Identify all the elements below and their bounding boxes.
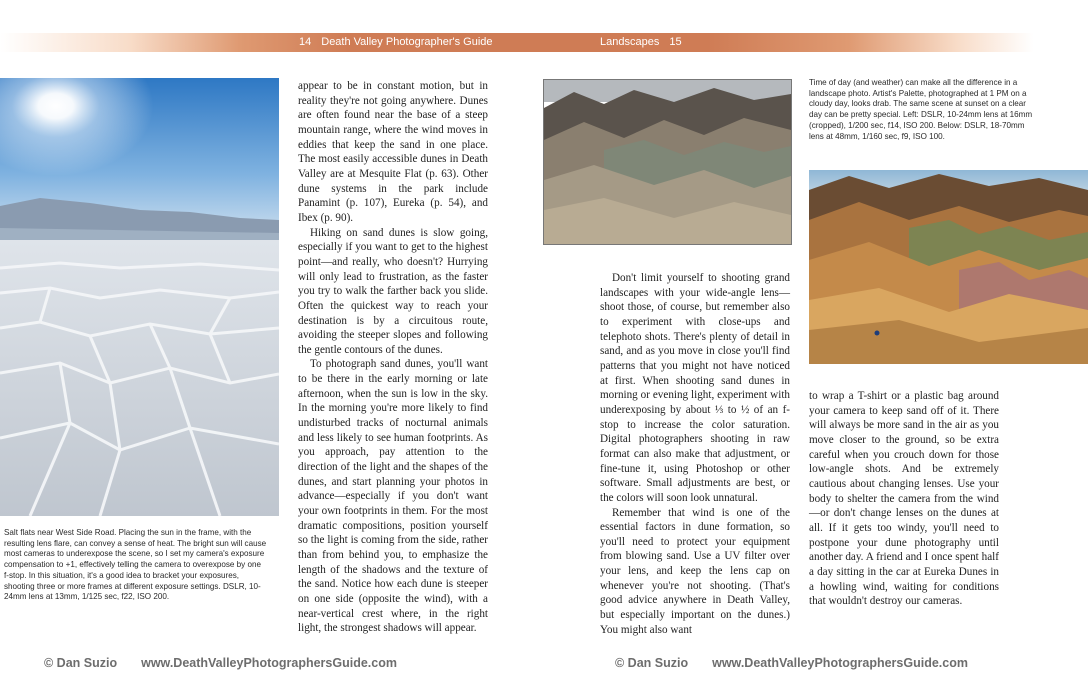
running-header-band (0, 33, 1088, 52)
paragraph: appear to be in constant motion, but in reality they're not going anywhere. Dunes are often found near the base of a steep mountain range, where the wind moves in eddies that keep the sand in one place. The most easily accessible dunes in Death Valley are at Mesquite Flat (p. 63). Other dune systems in the park include Panamint (p. 107), Eureka (p. 54), and Ibex (p. 90). (298, 80, 488, 224)
body-column-1 (298, 79, 488, 636)
right-header-title: Landscapes (600, 36, 660, 48)
left-page-number: 14 (299, 36, 312, 48)
paragraph: Don't limit yourself to shooting grand landscapes with your wide-angle lens—shoot those, of course, but remember also to experiment with close-ups and telephoto shots. There's plenty of detail in sand, and as you move in close you'll find patterns that you might not have noticed at first. When shooting sand dunes in morning or evening light, experiment with underexposing by about ⅓ to ½ of an f-stop to increase the color saturation. Digital photographers shooting in raw format can also make that adjustment, or fine-tune it, using Photoshop or other software. Small adjustments are best, or the colors will soon look unnatural. (600, 272, 790, 504)
body-column-3 (809, 389, 999, 609)
body-column-2 (600, 271, 790, 637)
right-footer (615, 656, 968, 670)
paragraph: Remember that wind is one of the essential factors in dune formation, so you'll need to protect your equipment from blowing sand. Use a UV filter over your lens, and keep the lens cap on whenever you're not shooting. (That's good advice anywhere in Death Valley, but especially important on the dunes.) You might also want (600, 506, 790, 636)
left-copyright: © Dan Suzio (44, 656, 118, 670)
right-copyright: © Dan Suzio (615, 656, 689, 670)
salt-flats-photo (0, 78, 279, 516)
paragraph: to wrap a T-shirt or a plastic bag around your camera to keep sand off of it. There will always be more sand in the air as you move closer to the ground, so be extra careful when you crouch down for those low-angle shots. And be extremely cautious about changing lenses. Use your body to shelter the camera from the wind—or don't change lenses on the dunes at all. If it gets too windy, you'll need to postpone your dune photography until another day. A friend and I once spent half a day sitting in the car at Eureka Dunes in a howling wind, waiting for conditions that wouldn't destroy our cameras. (809, 390, 999, 608)
paragraph: Hiking on sand dunes is slow going, especially if you want to get to the highest point—and really, who doesn't? Hurrying will only lead to frustration, as the faster you try to walk the farther back you slide. Often the quickest way to reach your destination is by a circuitous route, avoiding the steeper slopes and following the gentle contours of the dunes. (298, 226, 488, 356)
left-footer (44, 656, 397, 670)
left-header-title: Death Valley Photographer's Guide (321, 36, 493, 48)
artists-palette-sunset-photo (809, 170, 1088, 364)
right-running-header (600, 36, 682, 48)
paragraph: To photograph sand dunes, you'll want to be there in the early morning or late afternoon, when the sun is low in the sky. In the morning you're more likely to find undisturbed tracks of nocturnal animals and less likely to see human footprints. As you approach, pay attention to the direction of the light and the shapes of the dunes, and start planning your photos in advance—especially if you don't want your own footprints in them. For the most dramatic compositions, position yourself so the light is coming from the side, rather than from behind you, to emphasize the length of the shadows and the texture of the sand. Notice how each dune is steeper on one side (opposite the wind), with a near-vertical crest where, in the right light, the strongest shadows will appear. (298, 358, 488, 635)
artists-palette-cloudy-photo (543, 79, 792, 245)
salt-flats-caption: Salt flats near West Side Road. Placing the sun in the frame, with the resulting lens flare, can convey a sense of heat. The bright sun will cause most cameras to underexpose the scene, so I set my camera's exposure compensation to +1, effectively telling the camera to overexpose by one f-stop. In this situation, it's a good idea to bracket your exposures, shooting three or more frames at different exposure settings. DSLR, 10-24mm lens at 13mm, 1/125 sec, f22, ISO 200. (4, 528, 267, 602)
left-footer-url: www.DeathValleyPhotographersGuide.com (141, 656, 397, 670)
left-running-header (299, 36, 493, 48)
artists-palette-caption: Time of day (and weather) can make all the difference in a landscape photo. Artist's Palette, photographed at 1 PM on a cloudy day, looks drab. The same scene at sunset on a clear day can be pretty special. Left: DSLR, 10-24mm lens at 16mm (cropped), 1/200 sec, f14, ISO 200. Below: DSLR, 18-70mm lens at 48mm, 1/160 sec, f9, ISO 100. (809, 78, 1033, 141)
right-footer-url: www.DeathValleyPhotographersGuide.com (712, 656, 968, 670)
right-page-number: 15 (669, 36, 682, 48)
